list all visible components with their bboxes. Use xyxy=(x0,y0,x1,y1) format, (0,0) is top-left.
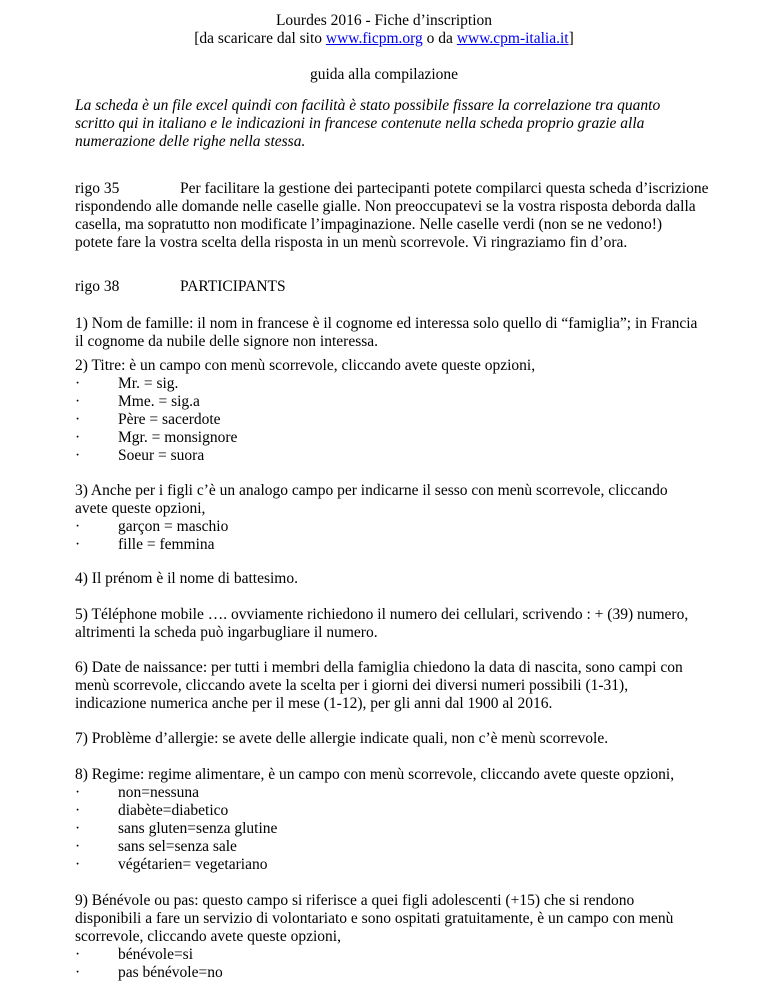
item-1: 1) Nom de famille: il nom in francese è il cognome ed interessa solo quello di “famiglia”; in Francia il cognome da nubile delle signore non interessa. xyxy=(75,315,698,350)
option-item: sans gluten=senza glutine xyxy=(118,820,278,837)
item-7: 7) Problème d’allergie: se avete delle allergie indicate quali, non c’è menù scorrevole. xyxy=(75,730,609,747)
rigo35-first-line: Per facilitare la gestione dei partecipanti potete compilarci questa scheda d’iscrizione xyxy=(180,180,709,197)
option-item: bénévole=si xyxy=(118,946,194,963)
option-item: non=nessuna xyxy=(118,784,200,801)
item-6: 6) Date de naissance: per tutti i membri della famiglia chiedono la data di nascita, sono campi con menù scorrevole, cliccando avete la scelta per i giorni dei diversi numeri possibili (1-31), indicazione numerica anche per il mese (1-12), per gli anni dal 1900 al 2016. xyxy=(75,659,683,712)
bullet: · xyxy=(75,447,81,464)
bullet: · xyxy=(75,820,81,837)
bullet: · xyxy=(75,518,81,535)
option-item: fille = femmina xyxy=(118,536,215,553)
source-suffix: ] xyxy=(568,30,574,47)
source-middle: o da xyxy=(422,30,457,47)
header-source xyxy=(0,30,768,48)
item-5: 5) Téléphone mobile …. ovviamente richiedono il numero dei cellulari, scrivendo : + (39) numero, altrimenti la scheda può ingarbugliare il numero. xyxy=(75,606,689,641)
item-4: 4) Il prénom è il nome di battesimo. xyxy=(75,570,298,587)
item-3: 3) Anche per i figli c’è un analogo campo per indicarne il sesso con menù scorrevole, cliccando avete queste opzioni, xyxy=(75,482,668,517)
bullet: · xyxy=(75,856,81,873)
bullet: · xyxy=(75,375,81,392)
bullet: · xyxy=(75,393,81,410)
bullet: · xyxy=(75,784,81,801)
bullet: · xyxy=(75,838,81,855)
rigo35-label: rigo 35 xyxy=(75,180,120,197)
option-item: Mr. = sig. xyxy=(118,375,179,392)
bullet: · xyxy=(75,946,81,963)
option-item: pas bénévole=no xyxy=(118,964,223,981)
bullet: · xyxy=(75,429,81,446)
option-item: végétarien= vegetariano xyxy=(118,856,268,873)
rigo38-heading: PARTICIPANTS xyxy=(180,278,286,295)
intro-paragraph: La scheda è un file excel quindi con facilità è stato possibile fissare la correlazione tra quanto scritto qui in italiano e le indicazioni in francese contenute nella scheda proprio grazie alla numerazione delle righe nella stessa. xyxy=(75,97,661,150)
header-title: Lourdes 2016 - Fiche d’inscription xyxy=(275,12,493,29)
option-item: Mme. = sig.a xyxy=(118,393,200,410)
option-item: Père = sacerdote xyxy=(118,411,221,428)
rigo38-label: rigo 38 xyxy=(75,278,120,295)
ficpm-link[interactable]: www.ficpm.org xyxy=(325,30,423,47)
source-prefix: [da scaricare dal sito xyxy=(194,30,326,47)
option-item: sans sel=senza sale xyxy=(118,838,237,855)
option-item: diabète=diabetico xyxy=(118,802,229,819)
subtitle: guida alla compilazione xyxy=(309,66,459,83)
rigo35-text: rispondendo alle domande nelle caselle gialle. Non preoccupatevi se la vostra risposta deborda dalla casella, ma sopratutto non modificate l’impaginazione. Nelle caselle verdi (non se ne vedono!) potete fare la vostra scelta della risposta in un menù scorrevole. Vi ringraziamo fin d’ora. xyxy=(75,198,696,251)
option-item: garçon = maschio xyxy=(118,518,229,535)
option-item: Mgr. = monsignore xyxy=(118,429,238,446)
bullet: · xyxy=(75,964,81,981)
cpm-italia-link[interactable]: www.cpm-italia.it xyxy=(456,30,569,47)
option-item: Soeur = suora xyxy=(118,447,205,464)
item-8: 8) Regime: regime alimentare, è un campo con menù scorrevole, cliccando avete queste opzioni, xyxy=(75,766,675,783)
bullet: · xyxy=(75,536,81,553)
bullet: · xyxy=(75,802,81,819)
item-9: 9) Bénévole ou pas: questo campo si riferisce a quei figli adolescenti (+15) che si rendono disponibili a fare un servizio di volontariato e sono ospitati gratuitamente, è un campo con menù scorrevole, cliccando avete queste opzioni, xyxy=(75,892,674,945)
bullet: · xyxy=(75,411,81,428)
item-2: 2) Titre: è un campo con menù scorrevole, cliccando avete queste opzioni, xyxy=(75,357,536,374)
